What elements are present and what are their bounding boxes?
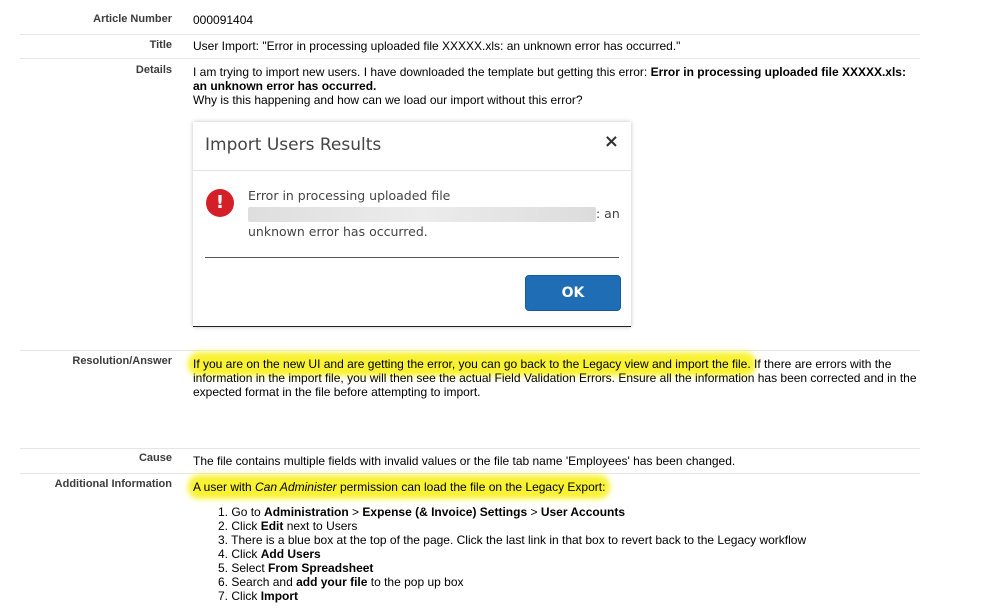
cause-value: The file contains multiple fields with invalid values or the file tab name 'Employees' has been changed.	[193, 454, 736, 468]
ok-button[interactable]: OK	[525, 275, 621, 311]
dialog-footer-divider	[205, 257, 619, 258]
row-additional-information	[20, 473, 920, 609]
dialog-divider	[193, 170, 631, 171]
additional-information-label: Additional Information	[54, 478, 172, 490]
title-value: User Import: "Error in processing uploaded file XXXXX.xls: an unknown error has occurred."	[193, 39, 681, 53]
row-resolution	[20, 350, 920, 449]
error-icon: !	[206, 189, 234, 217]
steps-list	[218, 505, 923, 603]
can-administer-text: Can Administer	[255, 480, 337, 494]
row-cause	[20, 448, 920, 474]
list-item: 4. Click Add Users	[218, 547, 321, 561]
dialog-message-line3: unknown error has occurred.	[248, 224, 428, 239]
article-number-value: 000091404	[193, 13, 254, 27]
details-question: Why is this happening and how can we load our import without this error?	[193, 93, 583, 107]
row-title	[20, 34, 920, 59]
additional-highlight	[193, 480, 605, 494]
details-error-bold-2: an unknown error has occurred.	[193, 79, 377, 93]
article-number-label: Article Number	[93, 13, 172, 25]
resolution-value	[193, 357, 923, 399]
title-label: Title	[149, 39, 172, 51]
import-users-results-dialog	[193, 122, 631, 327]
details-value	[193, 65, 923, 107]
list-item: 2. Click Edit next to Users	[218, 519, 358, 533]
list-item: 7. Click Import	[218, 589, 299, 603]
dialog-title: Import Users Results	[205, 135, 382, 155]
details-label: Details	[135, 64, 172, 76]
list-item: 6. Search and add your file to the pop up box	[218, 575, 464, 589]
dialog-message-line1: Error in processing uploaded file	[248, 188, 451, 203]
additional-hl-post: permission can load the file on the Legacy Export:	[336, 480, 606, 494]
resolution-label: Resolution/Answer	[72, 355, 172, 367]
dialog-message-line2-tail: : an	[596, 206, 620, 221]
additional-information-value	[193, 480, 923, 603]
details-intro: I am trying to import new users. I have downloaded the template but getting this error:	[193, 65, 651, 79]
list-item: 5. Select From Spreadsheet	[218, 561, 374, 575]
close-icon[interactable]: ×	[603, 131, 619, 152]
row-article-number	[20, 8, 920, 35]
resolution-highlight: If you are on the new UI and are getting the error, you can go back to the Legacy view and import the file.	[193, 357, 751, 371]
dialog-bottom-edge	[193, 326, 631, 327]
additional-hl-pre: A user with	[193, 480, 256, 494]
list-item: 1. Go to Administration > Expense (& Invoice) Settings > User Accounts	[218, 505, 626, 519]
cause-label: Cause	[138, 452, 172, 464]
resolution-rest: If there are errors with the information in the import file, you will then see the actual Field Validation Errors. Ensure all the information has been corrected and in the expected format in the file before attempting to import.	[193, 357, 917, 399]
dialog-message	[248, 187, 628, 241]
details-error-bold: Error in processing uploaded file XXXXX.xls:	[650, 65, 906, 79]
list-item: 3. There is a blue box at the top of the page. Click the last link in that box to revert back to the Legacy workflow	[218, 533, 807, 547]
blurred-filename	[248, 207, 596, 222]
